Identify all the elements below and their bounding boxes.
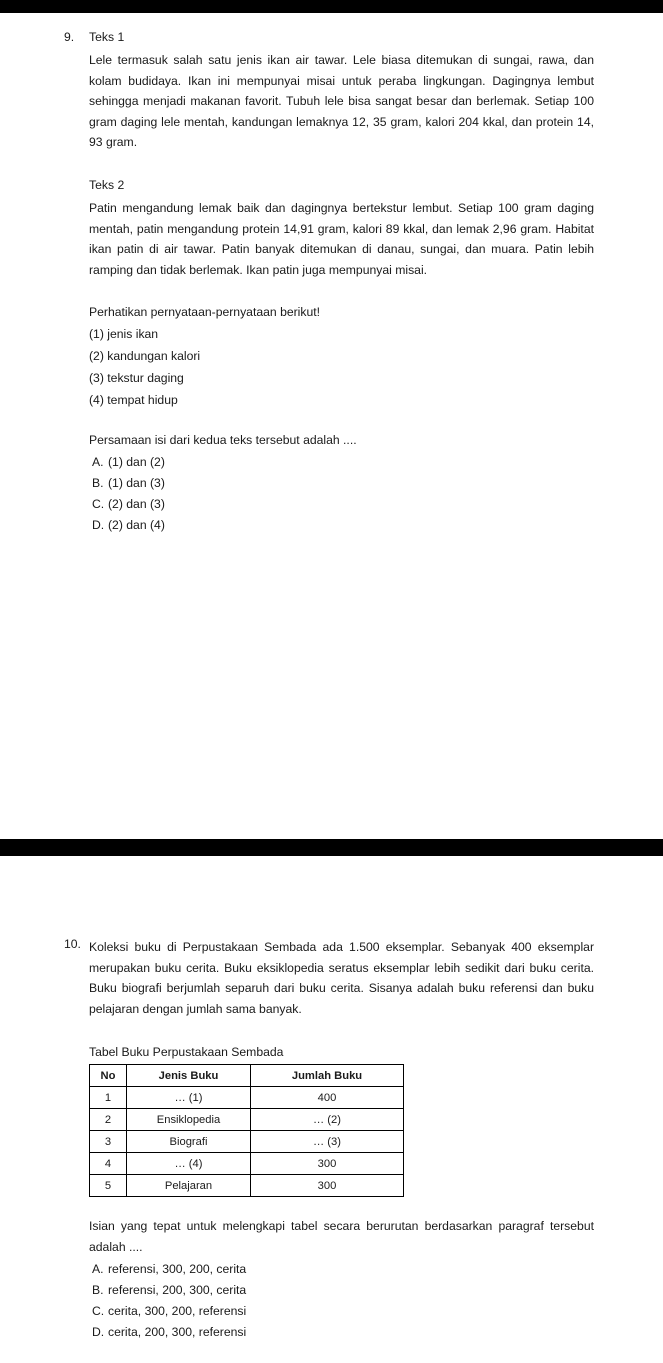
option-label: B. bbox=[92, 1283, 104, 1297]
option-text: cerita, 300, 200, referensi bbox=[108, 1304, 247, 1318]
option-label: A. bbox=[92, 455, 104, 469]
cell-no: 5 bbox=[90, 1175, 127, 1197]
cell-jumlah: 400 bbox=[251, 1087, 404, 1109]
statement-4: (4) tempat hidup bbox=[89, 393, 178, 407]
table-row bbox=[90, 1109, 404, 1131]
header-jumlah-buku: Jumlah Buku bbox=[251, 1065, 404, 1087]
option-label: A. bbox=[92, 1262, 104, 1276]
header-jenis-buku: Jenis Buku bbox=[127, 1065, 251, 1087]
cell-jumlah: 300 bbox=[251, 1175, 404, 1197]
option-label: D. bbox=[92, 518, 105, 532]
teks1-paragraph: Lele termasuk salah satu jenis ikan air tawar. Lele biasa ditemukan di sungai, rawa, dan kolam budidaya. Ikan ini mempunyai misai untuk peraba lingkungan. Dagingnya lembut sehingga menjadi makanan favorit. Tubuh lele bisa sangat besar dan berlemak. Setiap 100 gram daging lele mentah, kandungan lemaknya 12, 35 gram, kalori 204 kkal, dan protein 14, 93 gram. bbox=[89, 53, 594, 149]
cell-no: 4 bbox=[90, 1153, 127, 1175]
option-text: (1) dan (2) bbox=[108, 455, 165, 469]
cell-jenis: Biografi bbox=[127, 1131, 251, 1153]
table-header-row bbox=[90, 1065, 404, 1087]
cell-jenis: Pelajaran bbox=[127, 1175, 251, 1197]
teks1-title: Teks 1 bbox=[89, 30, 125, 44]
statement-1: (1) jenis ikan bbox=[89, 327, 159, 341]
option-a[interactable] bbox=[92, 455, 165, 469]
teks2-paragraph: Patin mengandung lemak baik dan dagingnya bertekstur lembut. Setiap 100 gram daging mentah, patin mengandung protein 14,91 gram, kalori 89 kkal, dan lemak 2,96 gram. Habitat ikan patin di air tawar. Patin banyak ditemukan di danau, sungai, dan muara. Patin lebih ramping dan tidak berlemak. Ikan patin juga mempunyai misai. bbox=[89, 201, 594, 277]
option-label: C. bbox=[92, 497, 105, 511]
question-number: 9. bbox=[64, 30, 75, 44]
option-c[interactable] bbox=[92, 1304, 246, 1318]
table-row bbox=[90, 1131, 404, 1153]
option-b[interactable] bbox=[92, 476, 165, 490]
cell-no: 1 bbox=[90, 1087, 127, 1109]
cell-jumlah: … (2) bbox=[251, 1109, 404, 1131]
option-text: referensi, 200, 300, cerita bbox=[108, 1283, 247, 1297]
option-b[interactable] bbox=[92, 1283, 246, 1297]
books-table bbox=[89, 1064, 404, 1197]
cell-jumlah: … (3) bbox=[251, 1131, 404, 1153]
option-text: (2) dan (4) bbox=[108, 518, 165, 532]
question-number: 10. bbox=[64, 937, 81, 951]
cell-jumlah: 300 bbox=[251, 1153, 404, 1175]
cell-jenis: Ensiklopedia bbox=[127, 1109, 251, 1131]
teks2-title: Teks 2 bbox=[89, 178, 125, 192]
question-10-paragraph: Koleksi buku di Perpustakaan Sembada ada 1.500 eksemplar. Sebanyak 400 eksemplar merupakan buku cerita. Buku eksiklopedia seratus eksemplar lebih sedikit dari buku cerita. Buku biografi berjumlah separuh dari buku cerita. Sisanya adalah buku referensi dan buku pelajaran dengan jumlah sama banyak. bbox=[89, 940, 594, 1016]
cell-jenis: … (1) bbox=[127, 1087, 251, 1109]
option-text: (2) dan (3) bbox=[108, 497, 165, 511]
cell-jenis: … (4) bbox=[127, 1153, 251, 1175]
table-title: Tabel Buku Perpustakaan Sembada bbox=[89, 1045, 284, 1059]
option-c[interactable] bbox=[92, 497, 165, 511]
middle-black-bar bbox=[0, 839, 663, 856]
cell-no: 2 bbox=[90, 1109, 127, 1131]
statement-3: (3) tekstur daging bbox=[89, 371, 184, 385]
option-d[interactable] bbox=[92, 518, 165, 532]
option-label: B. bbox=[92, 476, 104, 490]
option-d[interactable] bbox=[92, 1325, 246, 1339]
question-text: Persamaan isi dari kedua teks tersebut adalah .... bbox=[89, 433, 357, 447]
header-no: No bbox=[90, 1065, 127, 1087]
option-text: (1) dan (3) bbox=[108, 476, 165, 490]
option-label: C. bbox=[92, 1304, 105, 1318]
option-text: cerita, 200, 300, referensi bbox=[108, 1325, 247, 1339]
option-label: D. bbox=[92, 1325, 105, 1339]
table-row bbox=[90, 1153, 404, 1175]
table-row bbox=[90, 1175, 404, 1197]
option-text: referensi, 300, 200, cerita bbox=[108, 1262, 247, 1276]
top-black-bar bbox=[0, 0, 663, 13]
cell-no: 3 bbox=[90, 1131, 127, 1153]
instruction: Perhatikan pernyataan-pernyataan berikut! bbox=[89, 305, 321, 319]
option-a[interactable] bbox=[92, 1262, 246, 1276]
statement-2: (2) kandungan kalori bbox=[89, 349, 201, 363]
table-row bbox=[90, 1087, 404, 1109]
question-text: Isian yang tepat untuk melengkapi tabel secara berurutan berdasarkan paragraf tersebut adalah .... bbox=[89, 1219, 594, 1254]
